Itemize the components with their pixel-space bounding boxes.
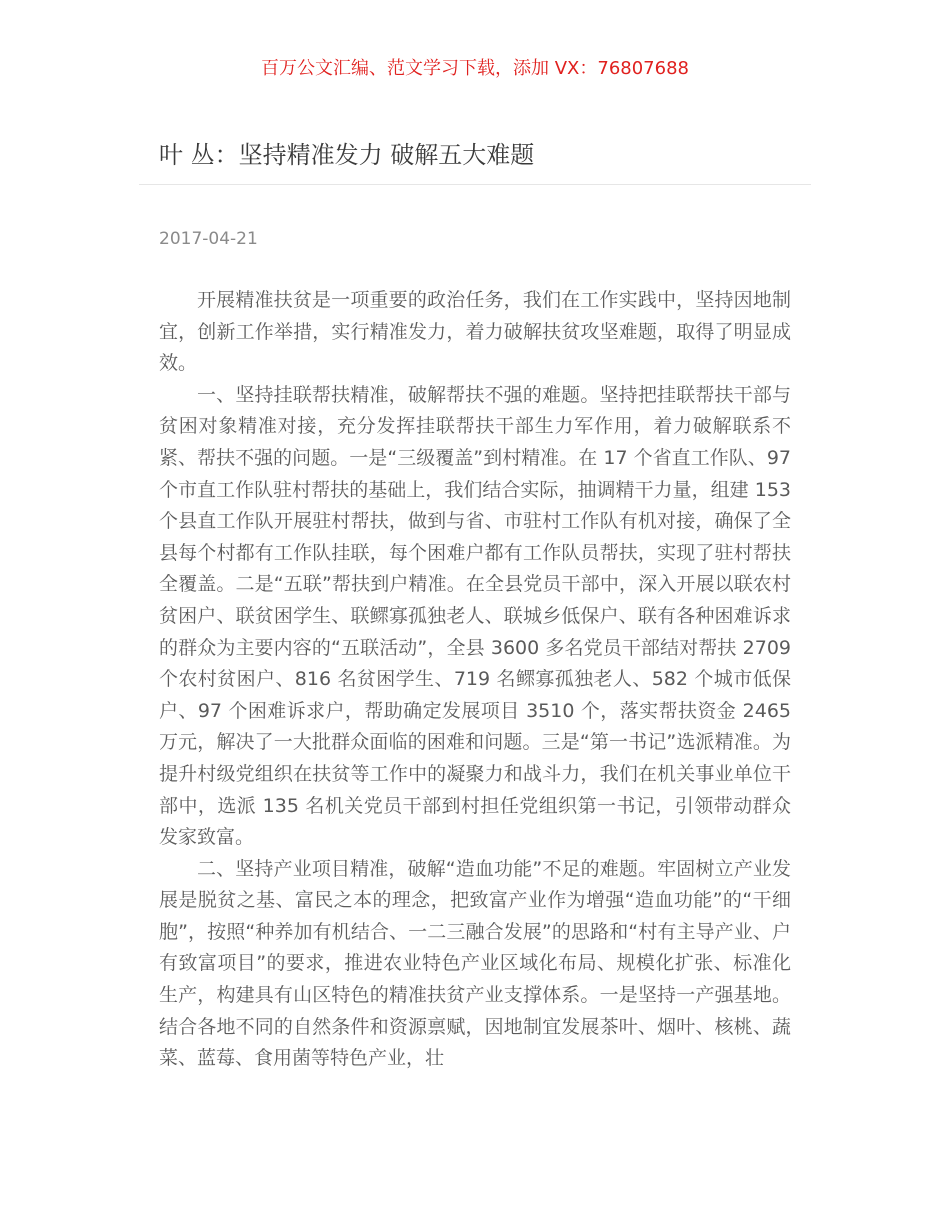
- promo-banner: 百万公文汇编、范文学习下载，添加 VX：76807688: [261, 58, 689, 79]
- article-body: [159, 285, 791, 1075]
- title-divider: [139, 184, 811, 185]
- article-title: 叶 丛：坚持精准发力 破解五大难题: [159, 141, 535, 169]
- article-paragraph-section-2: 二、坚持产业项目精准，破解“造血功能”不足的难题。牢固树立产业发展是脱贫之基、富民之本的理念，把致富产业作为增强“造血功能”的“干细胞”，按照“种养加有机结合、一二三融合发展”的思路和“村有主导产业、户有致富项目”的要求，推进农业特色产业区域化布局、规模化扩张、标准化生产，构建具有山区特色的精准扶贫产业支撑体系。一是坚持一产强基地。结合各地不同的自然条件和资源禀赋，因地制宜发展茶叶、烟叶、核桃、蔬菜、蓝莓、食用菌等特色产业，壮: [159, 857, 791, 1070]
- publish-date: 2017-04-21: [159, 229, 258, 249]
- article-paragraph-section-1: 一、坚持挂联帮扶精准，破解帮扶不强的难题。坚持把挂联帮扶干部与贫困对象精准对接，充分发挥挂联帮扶干部生力军作用，着力破解联系不紧、帮扶不强的问题。一是“三级覆盖”到村精准。在 17 个省直工作队、97 个市直工作队驻村帮扶的基础上，我们结合实际，抽调精干力量，组建 153 个县直工作队开展驻村帮扶，做到与省、市驻村工作队有机对接，确保了全县每个村都有工作队挂联，每个困难户都有工作队员帮扶，实现了驻村帮扶全覆盖。二是“五联”帮扶到户精准。在全县党员干部中，深入开展以联农村贫困户、联贫困学生、联鳏寡孤独老人、联城乡低保户、联有各种困难诉求的群众为主要内容的“五联活动”，全县 3600 多名党员干部结对帮扶 2709 个农村贫困户、816 名贫困学生、719 名鳏寡孤独老人、582 个城市低保户、97 个困难诉求户，帮助确定发展项目 3510 个，落实帮扶资金 2465 万元，解决了一大批群众面临的困难和问题。三是“第一书记”选派精准。为提升村级党组织在扶贫等工作中的凝聚力和战斗力，我们在机关事业单位干部中，选派 135 名机关党员干部到村担任党组织第一书记，引领带动群众发家致富。: [159, 383, 791, 849]
- article-paragraph-intro: 开展精准扶贫是一项重要的政治任务，我们在工作实践中，坚持因地制宜，创新工作举措，实行精准发力，着力破解扶贫攻坚难题，取得了明显成效。: [159, 289, 791, 375]
